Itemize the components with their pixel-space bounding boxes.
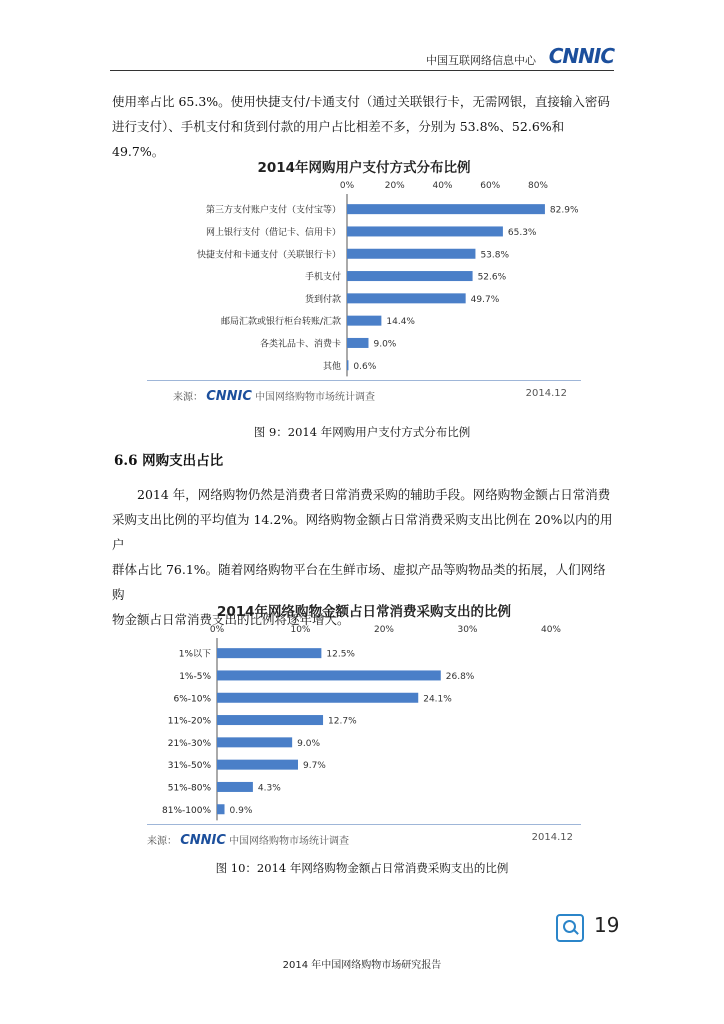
chart2-value-label: 26.8% bbox=[445, 671, 475, 682]
page-header bbox=[110, 44, 614, 71]
chart2-source-label: 来源： bbox=[147, 836, 177, 847]
chart-payment-methods bbox=[147, 152, 581, 402]
chart1-bar bbox=[347, 249, 475, 259]
body-line-2: 采购支出比例的平均值为 14.2%。网络购物金额占日常消费采购支出比例在 20%以内的用户 bbox=[112, 512, 613, 552]
chart2-category-label: 1%以下 bbox=[178, 649, 211, 660]
magnifier-icon bbox=[556, 914, 584, 942]
chart2-category-label: 51%-80% bbox=[167, 783, 211, 794]
chart1-source-logo: CNNIC bbox=[206, 389, 252, 404]
chart2-bar bbox=[217, 670, 441, 680]
chart2-category-label: 1%-5% bbox=[179, 671, 211, 682]
chart2-source-text: 中国网络购物市场统计调查 bbox=[229, 836, 350, 847]
chart2-value-label: 12.5% bbox=[326, 649, 355, 660]
chart1-x-tick-label: 40% bbox=[432, 181, 453, 191]
chart2-plot bbox=[147, 616, 581, 846]
chart1-x-tick-label: 80% bbox=[527, 181, 549, 191]
chart2-x-tick-label: 10% bbox=[290, 625, 311, 635]
body-line-1: 2014 年，网络购物仍然是消费者日常消费采购的辅助手段。网络购物金额占日常消费 bbox=[137, 487, 611, 502]
chart1-date: 2014.12 bbox=[525, 388, 567, 399]
chart1-x-tick-label: 0% bbox=[339, 181, 355, 191]
chart1-value-label: 49.7% bbox=[470, 294, 500, 305]
chart2-footer-rule bbox=[147, 824, 581, 825]
chart2-value-label: 9.7% bbox=[302, 761, 326, 772]
chart1-bar bbox=[347, 360, 348, 370]
chart1-bar bbox=[347, 271, 473, 281]
chart2-bar bbox=[217, 760, 298, 770]
body-line-3: 群体占比 76.1%。随着网络购物平台在生鲜市场、虚拟产品等购物品类的拓展，人们网络购 bbox=[112, 562, 606, 602]
chart1-category-label: 手机支付 bbox=[304, 272, 341, 283]
chart1-category-label: 各类礼品卡、消费卡 bbox=[259, 339, 341, 350]
chart2-date: 2014.12 bbox=[531, 832, 573, 843]
chart2-bar bbox=[217, 782, 253, 792]
page-footer: 2014 年中国网络购物市场研究报告 bbox=[282, 960, 442, 971]
chart2-value-label: 24.1% bbox=[423, 694, 452, 705]
chart2-value-label: 9.0% bbox=[297, 738, 321, 749]
chart1-category-label: 货到付款 bbox=[304, 294, 341, 305]
chart2-category-label: 11%-20% bbox=[167, 716, 211, 727]
chart1-value-label: 0.6% bbox=[353, 361, 377, 372]
chart1-bar bbox=[347, 316, 381, 326]
chart1-bar bbox=[347, 226, 503, 236]
chart1-caption: 图 9：2014 年网购用户支付方式分布比例 bbox=[253, 425, 471, 439]
chart-spending-share bbox=[147, 596, 581, 846]
chart2-category-label: 81%-100% bbox=[162, 805, 211, 816]
chart1-value-label: 82.9% bbox=[549, 205, 579, 216]
chart2-category-label: 21%-30% bbox=[167, 738, 211, 749]
chart2-category-label: 6%-10% bbox=[173, 694, 211, 705]
chart1-source-label: 来源： bbox=[173, 392, 203, 403]
chart1-value-label: 14.4% bbox=[386, 317, 415, 328]
page-number: 19 bbox=[594, 913, 620, 937]
chart2-x-tick-label: 40% bbox=[540, 625, 562, 635]
chart1-category-label: 网上银行支付（借记卡、信用卡） bbox=[205, 227, 341, 238]
chart2-bar bbox=[217, 715, 323, 725]
chart2-x-tick-label: 0% bbox=[209, 625, 225, 635]
section-heading: 6.6 网购支出占比 bbox=[114, 453, 224, 469]
chart1-value-label: 52.6% bbox=[477, 272, 507, 283]
intro-line-1: 使用率占比 65.3%。使用快捷支付/卡通支付（通过关联银行卡，无需网银，直接输入密码 bbox=[112, 94, 610, 109]
chart1-value-label: 53.8% bbox=[480, 250, 510, 261]
chart1-plot bbox=[147, 172, 581, 402]
chart2-x-tick-label: 30% bbox=[457, 625, 478, 635]
chart1-category-label: 快捷支付和卡通支付（关联银行卡） bbox=[196, 250, 341, 261]
chart2-source bbox=[147, 832, 349, 848]
chart1-footer-rule bbox=[147, 380, 581, 381]
header-org-name: 中国互联网络信息中心 bbox=[426, 54, 536, 67]
chart1-category-label: 邮局汇款或银行柜台转账/汇款 bbox=[220, 317, 341, 328]
chart1-bar bbox=[347, 204, 545, 214]
chart1-title: 2014年网购用户支付方式分布比例 bbox=[257, 160, 471, 176]
chart1-category-label: 其他 bbox=[322, 361, 341, 372]
chart1-value-label: 65.3% bbox=[507, 227, 537, 238]
chart2-bar bbox=[217, 804, 225, 814]
chart1-value-label: 9.0% bbox=[373, 339, 397, 350]
chart2-bar bbox=[217, 737, 292, 747]
chart2-source-logo: CNNIC bbox=[180, 833, 226, 848]
chart1-category-label: 第三方支付账户支付（支付宝等） bbox=[205, 205, 341, 216]
chart2-caption: 图 10：2014 年网络购物金额占日常消费采购支出的比例 bbox=[215, 861, 509, 875]
chart1-x-tick-label: 60% bbox=[480, 181, 501, 191]
chart2-value-label: 0.9% bbox=[229, 805, 253, 816]
chart1-bar bbox=[347, 293, 466, 303]
chart2-x-tick-label: 20% bbox=[373, 625, 395, 635]
chart2-bar bbox=[217, 693, 418, 703]
chart2-value-label: 12.7% bbox=[328, 716, 357, 727]
body-line-4: 物金额占日常消费支出的比例将逐年增大。 bbox=[112, 612, 350, 627]
chart1-source bbox=[173, 388, 375, 404]
chart1-x-tick-label: 20% bbox=[384, 181, 405, 191]
chart1-source-text: 中国网络购物市场统计调查 bbox=[255, 392, 376, 403]
chart2-title: 2014年网络购物金额占日常消费采购支出的比例 bbox=[216, 604, 512, 620]
chart1-bar bbox=[347, 338, 368, 348]
chart2-category-label: 31%-50% bbox=[167, 761, 211, 772]
intro-line-2: 进行支付）、手机支付和货到付款的用户占比相差不多，分别为 53.8%、52.6%和 49.7%。 bbox=[112, 119, 565, 159]
chart2-bar bbox=[217, 648, 321, 658]
chart2-value-label: 4.3% bbox=[257, 783, 281, 794]
cnnic-logo: CNNIC bbox=[548, 44, 614, 68]
